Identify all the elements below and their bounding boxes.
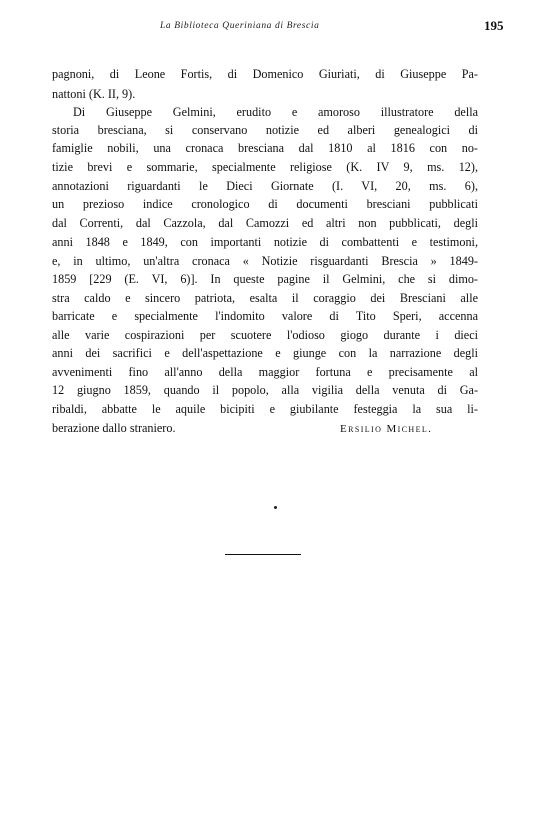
text-line: dal Correnti, dal Cazzola, dal Camozzi ed altri non pubblicati, degli: [52, 216, 478, 230]
text-line: un prezioso indice cronologico di documenti bresciani pubblicati: [52, 197, 478, 211]
text-line: annotazioni riguardanti le Dieci Giornate (I. VI, 20, ms. 6),: [52, 179, 478, 193]
text-line: pagnoni, di Leone Fortis, di Domenico Giuriati, di Giuseppe Pa-: [52, 67, 478, 81]
text-line: stra caldo e sincero patriota, esalta il coraggio dei Bresciani alle: [52, 291, 478, 305]
stray-mark: [274, 506, 277, 509]
section-rule: [225, 554, 301, 555]
author-signature: Ersilio Michel.: [340, 423, 433, 435]
text-line: Di Giuseppe Gelmini, erudito e amoroso illustratore della: [73, 105, 478, 119]
running-title: La Biblioteca Queriniana di Brescia: [160, 21, 320, 31]
text-line: storia bresciana, si conservano notizie ed alberi genealogici di: [52, 123, 478, 137]
text-line: ribaldi, abbatte le aquile bicipiti e giubilante festeggia la sua li-: [52, 402, 478, 416]
text-line: e, in ultimo, un'altra cronaca « Notizie risguardanti Brescia » 1849-: [52, 254, 478, 268]
text-line: barricate e specialmente l'indomito valore di Tito Speri, accenna: [52, 309, 478, 323]
text-line: 12 giugno 1859, quando il popolo, alla vigilia della venuta di Ga-: [52, 383, 478, 397]
text-line: 1859 [229 (E. VI, 6)]. In queste pagine il Gelmini, che si dimo-: [52, 272, 478, 286]
text-line: nattoni (K. II, 9).: [52, 87, 136, 101]
text-line: avvenimenti fino all'anno della maggior fortuna e precisamente al: [52, 365, 478, 379]
text-line: famiglie nobili, una cronaca bresciana dal 1810 al 1816 con no-: [52, 141, 478, 155]
text-line: alle varie cospirazioni per scuotere l'odioso giogo durante i dieci: [52, 328, 478, 342]
text-line: berazione dallo straniero.: [52, 421, 176, 435]
page-header: [0, 18, 550, 37]
text-line: anni dei sacrifici e dell'aspettazione e giunge con la narrazione degli: [52, 346, 478, 360]
page-number: 195: [484, 18, 504, 33]
text-line: tizie brevi e sommarie, specialmente religiose (K. IV 9, ms. 12),: [52, 160, 478, 174]
text-line: anni 1848 e 1849, con importanti notizie di combattenti e testimoni,: [52, 235, 478, 249]
